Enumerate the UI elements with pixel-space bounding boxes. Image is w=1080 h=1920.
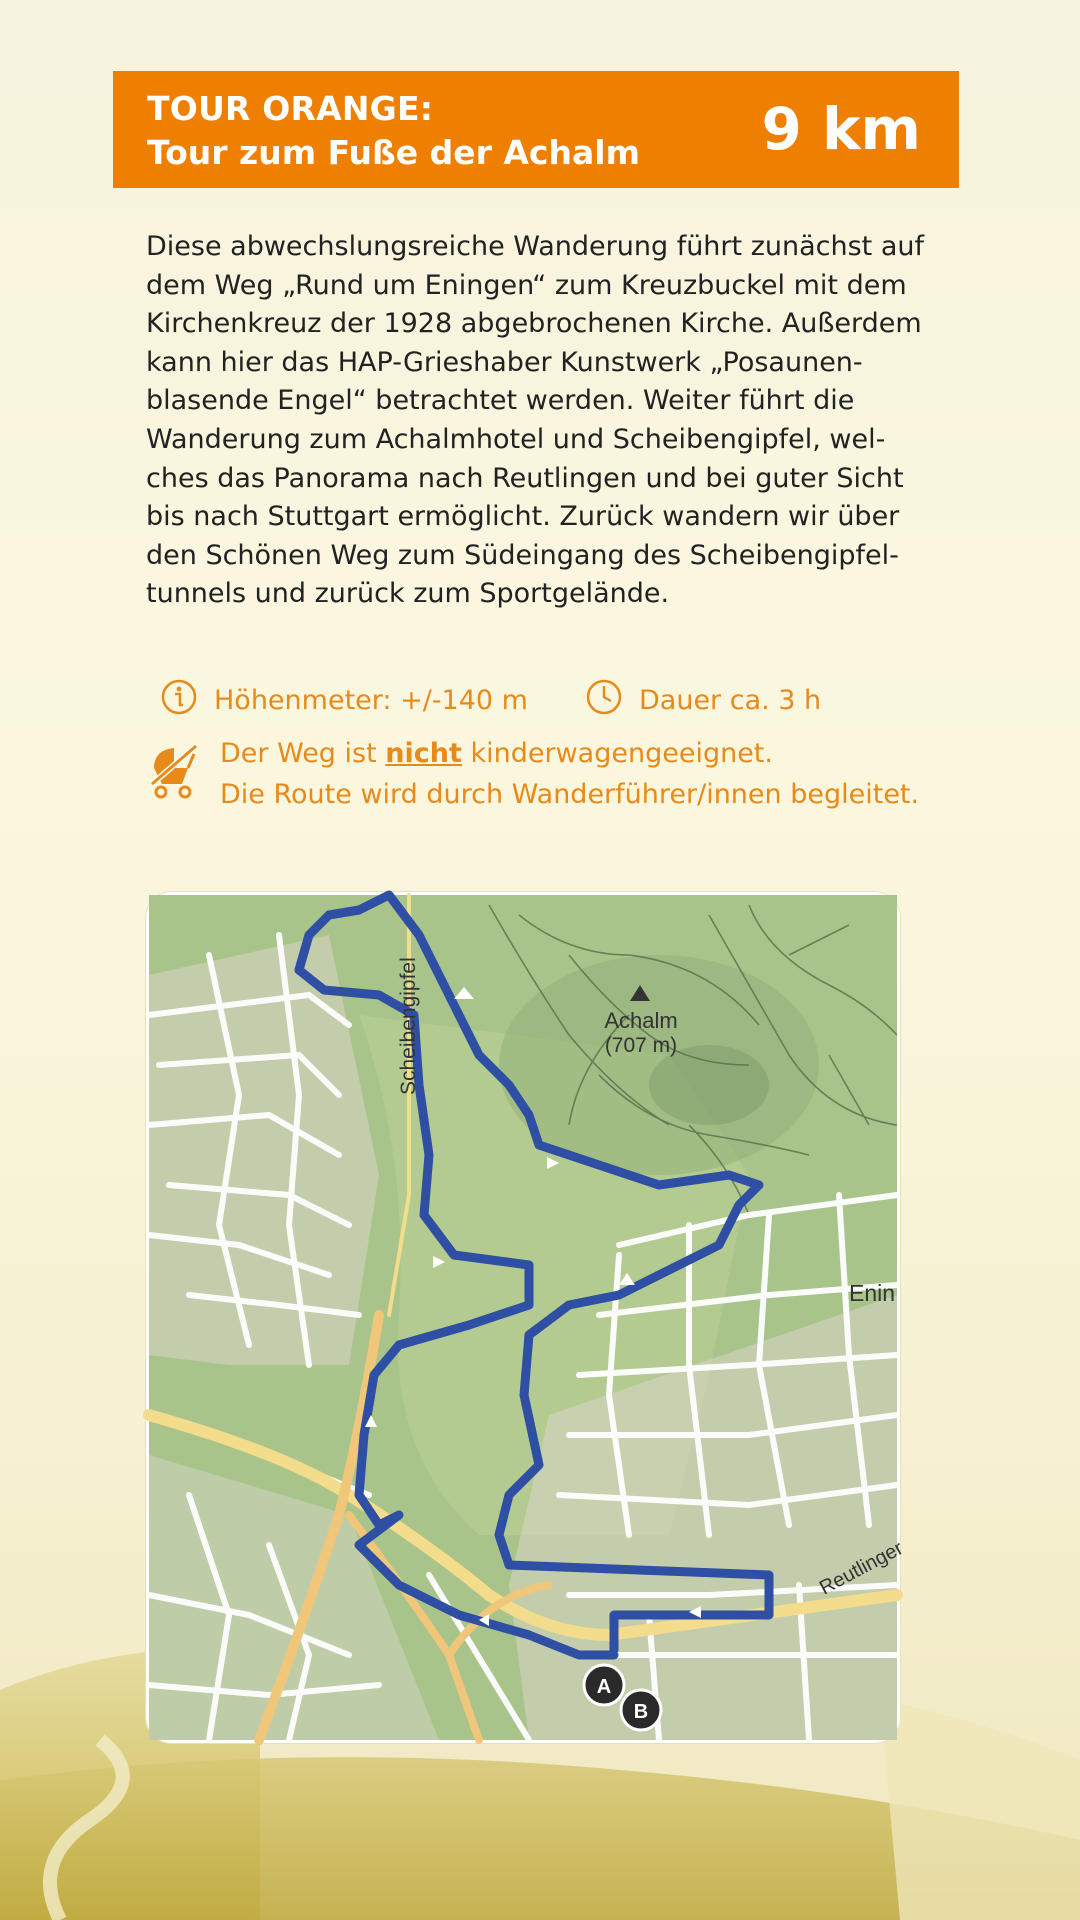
- marker-start[interactable]: [584, 1665, 624, 1705]
- tour-description: Diese abwechslungsreiche Wanderung führt zunächst auf dem Weg „Rund um Eningen“ zum Kreuzbuckel mit dem Kirchenkreuz der 1928 abgebrochenen Kirche. Außerdem kann hier das HAP-Grieshaber Kunstwerk „Posaunen- blasende Engel“ betrachtet werden. Weiter führt die Wanderung zum Achalmhotel und Scheibengipfel, wel- ches das Panorama nach Reutlingen und bei guter Sicht bis nach Stuttgart ermöglicht. Zurück wandern wir über den Schönen Weg zum Südeingang des Scheibengipfel- tunnels und zurück zum Sportgelände.: [146, 231, 924, 610]
- info-icon: [160, 678, 198, 723]
- stroller-note: Der Weg ist nicht kinderwagengeeignet.: [220, 738, 773, 769]
- duration-info: [585, 678, 821, 723]
- clock-icon: [585, 678, 623, 723]
- duration-text: Dauer ca. 3 h: [639, 685, 822, 716]
- elevation-text: Höhenmeter: +/-140 m: [214, 685, 528, 716]
- street-label-reutlinger: Reutlinger: [816, 1537, 907, 1600]
- marker-end[interactable]: [621, 1690, 661, 1730]
- town-label: Enin: [849, 1280, 896, 1306]
- svg-text:A: A: [596, 1676, 612, 1698]
- stroller-crossed-icon: [148, 740, 200, 807]
- svg-text:B: B: [633, 1701, 649, 1723]
- tour-distance: 9 km: [761, 95, 921, 163]
- peak-elevation-label: (707 m): [604, 1034, 678, 1057]
- route-map[interactable]: [146, 892, 907, 1743]
- map-svg: [149, 895, 907, 1740]
- peak-name-label: Achalm: [604, 1008, 678, 1033]
- tour-header: [113, 71, 959, 188]
- tour-label: TOUR ORANGE:: [147, 89, 434, 128]
- tour-title: Tour zum Fuße der Achalm: [147, 133, 640, 172]
- guided-note: Die Route wird durch Wanderführer/innen begleitet.: [220, 779, 920, 810]
- elevation-info: [160, 678, 528, 723]
- street-label-scheibengipfel: Scheibengipfel: [397, 957, 420, 1095]
